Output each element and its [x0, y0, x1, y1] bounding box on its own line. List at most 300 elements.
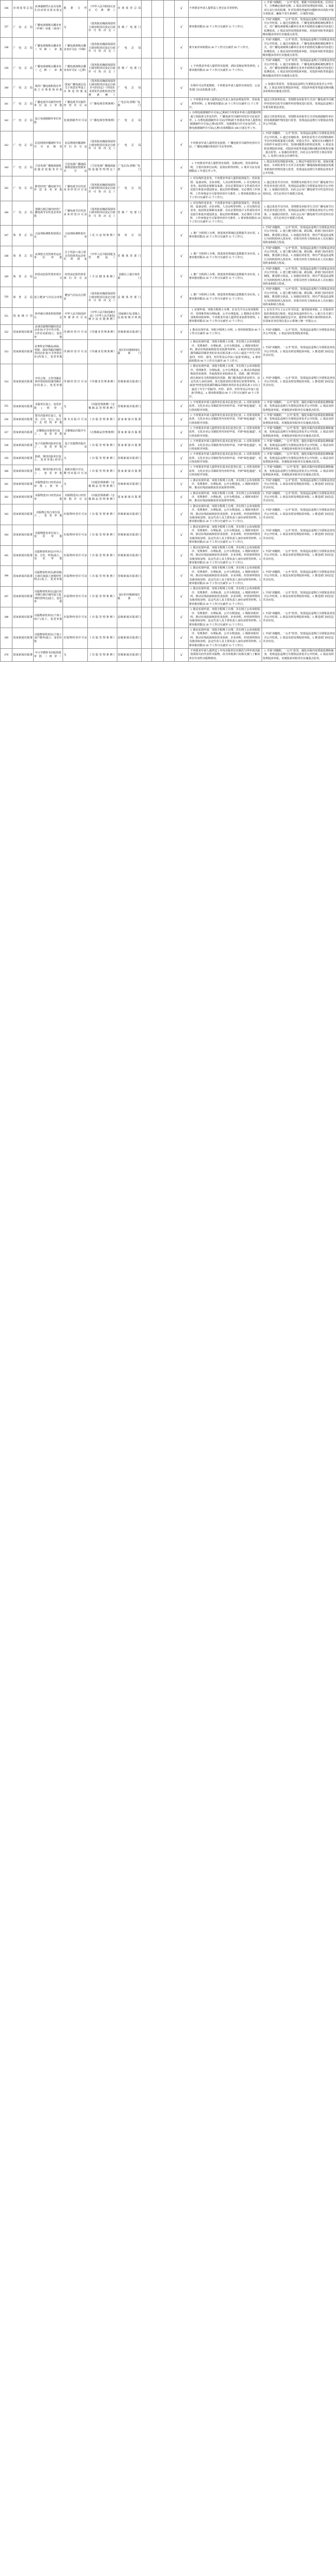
cell-measure-col-3	[163, 340, 174, 364]
cell-measure-col-1	[142, 587, 151, 607]
cell-implementing-organ: 广电总局	[117, 38, 142, 58]
cell-implementing-organ: 县级体育部门	[117, 287, 142, 308]
cell-implementing-organ: 省级新闻出版部门	[117, 648, 142, 661]
cell-measure-col-3	[163, 17, 174, 38]
cell-reform-measures: 办理许可证件延期时，不再要求申请人提供市场监管、公安等部门出具的批准文件。	[188, 79, 262, 98]
cell-measure-col-1	[142, 478, 151, 491]
cell-measure-col-2	[151, 648, 163, 661]
cell-legal-basis: 《出版管理条例》	[88, 566, 117, 587]
cell-measure-col-3	[163, 131, 174, 160]
cell-legal-basis: 《出版管理条例》	[88, 525, 117, 545]
cell-implementing-organ: 广电总局	[117, 111, 142, 131]
table-row	[1, 98, 336, 111]
cell-approval-item: 设立电视剧制作单位审批	[33, 111, 63, 131]
cell-sequence-number: 346	[1, 201, 12, 225]
cell-implementing-organ: 县级新闻出版部门	[117, 607, 142, 628]
cell-measure-col-3	[163, 607, 174, 628]
cell-supervision-measures: 1. 开展“双随机、一公开”监管，发现违法违规行为要依法查处并公开结果。2. 依法及时处理投诉举报。3. 推进部门间信息共享应用。	[262, 491, 336, 504]
cell-measure-col-3	[163, 38, 174, 58]
cell-measure-col-2	[151, 607, 163, 628]
cell-certificate-name: 电子出版物出版许可证	[63, 439, 88, 452]
cell-measure-col-1	[142, 246, 151, 266]
cell-measure-col-1	[142, 491, 151, 504]
cell-optimize-service-check: √	[175, 587, 189, 607]
cell-department: 体育总局	[12, 225, 33, 246]
cell-supervision-measures: 1. 开展“双随机、一公开”监管，发现违法违规行为要依法查处并公开结果。2. 通过实地检查、监听监看等方式对网络视听节目内容和质量进行监测，对重点节目、疑似存在问题的节目组织专家进行评议，发现问题要及时依法处理。3. 依法及时处理投诉举报，对投诉举报等渠道反映问题多的机构实施重点监管。4. 加强信用监管，向社会公布经营主体信用状况。5. 发挥行业协会自律作用。	[262, 131, 336, 160]
cell-measure-col-3	[163, 79, 174, 98]
cell-measure-col-2	[151, 439, 163, 452]
cell-measure-col-1	[142, 111, 151, 131]
cell-sequence-number: 359	[1, 452, 12, 465]
cell-approval-item: 境外广播电视机构在华设立办事机构审批	[33, 79, 63, 98]
table-row	[1, 545, 336, 566]
table-row	[1, 465, 336, 478]
cell-legal-basis: 《出版管理条例》	[88, 452, 117, 465]
cell-sequence-number: 340	[1, 79, 12, 98]
cell-approval-item: 出版物零售单位(个体工商户除外)设立、变更审批	[33, 628, 63, 649]
cell-approval-item: 卫星电视广播地面接收设施安装服务许可	[33, 159, 63, 176]
cell-certificate-name: 关于同意××设立射击竞技体育运动单位的批复	[63, 246, 88, 266]
cell-reform-measures: 1. 不再要求申请人提供单位基本信息登记表。2. 对涉及机构改革、文化企业公司制改等内容的申请，开辟“绿色通道”，实行简易程序审批。	[188, 465, 262, 478]
cell-sequence-number: 343	[1, 131, 12, 160]
cell-reform-measures: 1. 不再要求申请人提供营业执照、酒店星级证明等材料。2. 将审批时限由 20 个工作日压减至 15 个工作日。	[188, 58, 262, 79]
cell-sequence-number: 337	[1, 17, 12, 38]
cell-supervision-measures: 1. 开展“双随机、一公开”监管，发现违法违规行为要依法查处并公开结果。2. 建立健全跨区域、跨层级、跨部门协同监管制度，推进联合执法。3. 加强信用监管，将有严重违法违规行为的机构列入黑名单，对相关经营主体和从业人员实施信用约束和联合惩戒。	[262, 225, 336, 246]
cell-certificate-name: 无	[63, 452, 88, 465]
table-row	[1, 246, 336, 266]
cell-sequence-number: 338	[1, 38, 12, 58]
cell-measure-col-3	[163, 308, 174, 325]
table-row	[1, 79, 336, 98]
cell-department: 国家统计局	[12, 308, 33, 325]
cell-department: 广电总局	[12, 131, 33, 160]
cell-measure-col-3	[163, 1, 174, 18]
cell-approval-item: 广播电视视频点播业务（乙种）审批	[33, 58, 63, 79]
cell-supervision-measures: 1. 开展“双随机、一公开”监管，强化出版内容质量监测和抽查，发现违法违规行为要依法查处并公开结果。2. 依法及时处理投诉举报，对被投诉举报单位实施重点监管。	[262, 465, 336, 478]
cell-implementing-organ: 县级新闻出版部门	[117, 628, 142, 649]
cell-implementing-organ: 国家统计局;省级人民政府统计机构	[117, 308, 142, 325]
cell-measure-col-2	[151, 340, 163, 364]
cell-measure-col-3	[163, 465, 174, 478]
cell-department: 广电总局	[12, 58, 33, 79]
cell-measure-col-1	[142, 525, 151, 545]
cell-supervision-measures: 通过日常监听监看、受理群众举报等方式对广播电视节目制作经营单位的节目制作经营情况进行监管，发现违法违规行为要及时依法查处。	[262, 98, 336, 111]
cell-legal-basis: 《中华人民共和国枪支管理法》	[88, 246, 117, 266]
cell-measure-col-2	[151, 176, 163, 201]
cell-measure-col-1	[142, 364, 151, 400]
cell-measure-col-1	[142, 607, 151, 628]
cell-measure-col-3	[163, 504, 174, 525]
cell-reform-measures: 1. 推广全程网上办理，推进体育领域信息数据共享应用。2. 将审批时限由 20 个工作日压减至 15 个工作日。	[188, 246, 262, 266]
cell-approval-item: 出版物进出口经营活动审批	[33, 491, 63, 504]
cell-measure-col-3	[163, 491, 174, 504]
cell-measure-col-1	[142, 426, 151, 439]
table-row	[1, 504, 336, 525]
cell-optimize-service-check: √	[175, 159, 189, 176]
cell-implementing-organ: 省级体育部门	[117, 246, 142, 266]
cell-measure-col-2	[151, 324, 163, 339]
cell-sequence-number: 364	[1, 525, 12, 545]
table-row	[1, 159, 336, 176]
cell-measure-col-2	[151, 58, 163, 79]
cell-approval-item: 广播电视视频点播业务（甲种）审批	[33, 38, 63, 58]
cell-approval-item: 中小学教科书出版资质审批（初审）	[33, 648, 63, 661]
cell-implementing-organ: 国家新闻出版署	[117, 439, 142, 452]
cell-optimize-service-check: √	[175, 607, 189, 628]
cell-department: 国家新闻出版署	[12, 324, 33, 339]
cell-department: 国家新闻出版署	[12, 364, 33, 400]
cell-certificate-name: 无	[63, 478, 88, 491]
cell-approval-item: 出版物进出口经营活动审批(初审)	[33, 478, 63, 491]
cell-reform-measures: 1. 推动实现申请、审批全程网上办理，并在网上公布审批程序、受理条件、办理标准，公开办理进度。2. 精简审批材料，推动在线获取核验营业执照、企业章程、经营场所情况及使用权证明、法定代表人及主要负责人身份证明等材料。3. 将审批时限由 20 个工作日压减至 13 个工作日。	[188, 545, 262, 566]
cell-department: 国家新闻出版署	[12, 587, 33, 607]
cell-measure-col-2	[151, 426, 163, 439]
cell-implementing-organ: 省级新闻出版部门	[117, 545, 142, 566]
cell-measure-col-3	[163, 111, 174, 131]
cell-implementing-organ: 省级新闻出版部门	[117, 364, 142, 400]
cell-reform-measures: 1. 推动实现申请、审批全程网上办理，并在网上公布审批程序、受理条件、办理标准，公开办理进度。2. 精简审批材料，推动在线获取核验营业执照、企业章程、经营场所情况及使用权证明、法定代表人及主要负责人身份证明等材料。3. 将审批时限由 20 个工作日压减至 13 个工作日。	[188, 566, 262, 587]
cell-department: 国家新闻出版署	[12, 566, 33, 587]
cell-reform-measures: 1. 推广全程网上办理，推进体育领域信息数据共享应用。2. 将审批时限由 20 个工作日压减至 15 个工作日。	[188, 266, 262, 287]
cell-supervision-measures: 1. 开展“双随机、一公开”监管，发现违法违规行为要依法查处并公开结果。2. 依法及时处理投诉举报。	[262, 324, 336, 339]
cell-department: 广电总局	[12, 111, 33, 131]
cell-sequence-number: 348	[1, 246, 12, 266]
cell-supervision-measures: 1. 开展“双随机、一公开”监管，发现违法违规行为要依法查处并公开结果。2. 通过实地检查、广播电视监测系统监测等方式，对广播电视视频点播单位业务开展情况及播出内容进行监测监看。3. 依法及时处理投诉举报，对投诉举报等渠道反映问题多的单位实施重点监管。	[262, 17, 336, 38]
cell-department: 国家新闻出版署	[12, 478, 33, 491]
cell-reform-measures: 1. 实现申请、审批全程网上办理，在有关平台公布审批程序、受理条件和办理标准，公开办理进度。2. 精简企业类申请机构审批材料，不再要求申请人提供营业执照等材料。3. 将审批时限由 20 个工作日压减至 13 个工作日。	[188, 308, 262, 325]
cell-measure-col-1	[142, 340, 151, 364]
cell-sequence-number: 339	[1, 58, 12, 79]
cell-reform-measures: 将审批时限由 20 个工作日压减至 15 个工作日。	[188, 17, 262, 38]
cell-certificate-name: 出版物经营许可证	[63, 545, 88, 566]
cell-supervision-measures: 1. 开展“双随机、一公开”监管，发现违法违规行为要依法查处并公开结果。2. 建立健全跨区域、跨层级、跨部门协同监管制度，推进联合执法。3. 加强信用监管，将有严重违法违规行为的机构列入黑名单，对相关经营主体和从业人员实施信用约束和联合惩戒。	[262, 287, 336, 308]
cell-legal-basis: 《广播电视管理条例》	[88, 98, 117, 111]
cell-reform-measures: 1. 推动实现申请、审批全程网上办理，并在网上公布审批程序、受理条件、办理标准，公开办理进度。2. 精简审批材料，推动在线获取核验营业执照等材料。3. 取消“经营包装装潢印刷品印刷业务的企业必须具备 2 台以上最近十年生产的胶印、凹印、柔印、丝印等及后序加工设备”的规定。4. 将审批时限由 60 个工作日压减至 40 个工作日。	[188, 340, 262, 364]
cell-optimize-service-check: √	[175, 324, 189, 339]
cell-sequence-number: 370	[1, 648, 12, 661]
cell-implementing-organ: 国家新闻出版署	[117, 413, 142, 426]
cell-sequence-number: 351	[1, 308, 12, 325]
cell-certificate-name: 图书出版许可证	[63, 413, 88, 426]
cell-supervision-measures: 1. 开展“双随机、一公开”监管，发现违法违规行为要依法查处并公开结果。2. 通过实地检查、广播电视监测系统监测等方式，对广播电视视频点播单位业务开展情况及播出内容进行监测监看。3. 依法及时处理投诉举报，对投诉举报等渠道反映问题多的单位实施重点监管。	[262, 38, 336, 58]
cell-supervision-measures: 1. 开展“双随机、一公开”监管，强化出版内容质量监测和抽查，发现违法违规行为要依法查处并公开结果。2. 依法及时处理投诉举报，对被投诉举报单位实施重点监管。	[262, 400, 336, 413]
cell-measure-col-1	[142, 159, 151, 176]
table-row	[1, 413, 336, 426]
table-row	[1, 308, 336, 325]
cell-sequence-number: 350	[1, 287, 12, 308]
cell-department: 国家新闻出版署	[12, 400, 33, 413]
cell-optimize-service-check: √	[175, 308, 189, 325]
cell-legal-basis: 《印刷业管理条例》	[88, 324, 117, 339]
cell-sequence-number: 358	[1, 439, 12, 452]
cell-supervision-measures: 1. 开展“双随机、一公开”监管，发现违法违规行为要依法查处并公开结果。2. 通过实地检查、广播电视监测系统监测等方式，对广播电视视频点播单位业务开展情况及播出内容进行监测监看。3. 依法及时处理投诉举报，对投诉举报等渠道反映问题多的单位实施重点监管。	[262, 58, 336, 79]
cell-implementing-organ: 省级新闻出版部门	[117, 324, 142, 339]
cell-legal-basis: 《国务院对确需保留的行政审批项目设定行政许可的决定》	[88, 201, 117, 225]
cell-sequence-number: 347	[1, 225, 12, 246]
cell-optimize-service-check: √	[175, 545, 189, 566]
cell-implementing-organ: 广电总局;省级广电部门	[117, 159, 142, 176]
cell-legal-basis: 《反兴奋剂条例》	[88, 225, 117, 246]
table-row	[1, 266, 336, 287]
cell-approval-item: 经营高危险性体育项目许可	[33, 266, 63, 287]
table-row	[1, 225, 336, 246]
cell-measure-col-3	[163, 426, 174, 439]
cell-supervision-measures: 1. 开展“双随机、一公开”监管，发现违法违规行为要依法查处并公开结果。2. 依法及时处理投诉举报。3. 推进部门间信息共享应用。	[262, 607, 336, 628]
table-row	[1, 628, 336, 649]
cell-supervision-measures: 1. 开展“双随机、一公开”监管，发现违法违规行为要依法查处并公开结果。2. 依法及时处理投诉举报。3. 推进部门间信息共享应用。	[262, 340, 336, 364]
cell-department: 广电总局	[12, 176, 33, 201]
cell-measure-col-2	[151, 38, 163, 58]
cell-approval-item: 省级行政区域内经营广播电视节目传送业务审批	[33, 201, 63, 225]
cell-measure-col-1	[142, 628, 151, 649]
cell-measure-col-3	[163, 545, 174, 566]
cell-approval-item: 涉外统计调查机构资格认定	[33, 308, 63, 325]
table-row	[1, 648, 336, 661]
cell-approval-item: 设立健身气功站点审批	[33, 287, 63, 308]
table-row	[1, 478, 336, 491]
cell-measure-col-2	[151, 225, 163, 246]
cell-measure-col-3	[163, 225, 174, 246]
cell-measure-col-3	[163, 246, 174, 266]
cell-reform-measures: 1. 推动实现申请、审批全程网上办理，并在网上公布审批程序、受理条件、办理标准，公开办理进度。2. 精简审批材料，推动在线获取核验营业执照等材料。	[188, 491, 262, 504]
table-row	[1, 587, 336, 607]
cell-implementing-organ: 广电总局;省级广电部门	[117, 98, 142, 111]
cell-approval-item: 图书出版单位设立、变更、合并、分立、设立分支机构审批	[33, 413, 63, 426]
cell-measure-col-2	[151, 17, 163, 38]
table-row	[1, 1, 336, 18]
table-row	[1, 17, 336, 38]
cell-sequence-number: 366	[1, 566, 12, 587]
cell-optimize-service-check: √	[175, 131, 189, 160]
cell-legal-basis: 《出版管理条例》	[88, 504, 117, 525]
table-body	[1, 1, 336, 662]
cell-optimize-service-check: √	[175, 628, 189, 649]
cell-approval-item: 出版物零售单位(个体工商户)设立、变更审批	[33, 607, 63, 628]
cell-approval-item: 从事射击竞技体育运动单位审批	[33, 246, 63, 266]
cell-department: 国家新闻出版署	[12, 426, 33, 439]
cell-measure-col-1	[142, 79, 151, 98]
cell-certificate-name: 中华人民共和国涉外调查许可证	[63, 308, 88, 325]
cell-department: 广电总局	[12, 79, 33, 98]
cell-optimize-service-check: √	[175, 98, 189, 111]
cell-implementing-organ: 县级以上地方体育部门	[117, 266, 142, 287]
cell-reform-measures: 不再要求申请人提供近 5 年内出版单位出版的与所申请出版资质相关的代表性出版物，改为审批部门向相关部门了解该单位代表性出版物情况。	[188, 648, 262, 661]
cell-certificate-name: 广播电视节目传送业务经营许可证	[63, 176, 88, 201]
cell-sequence-number: 341	[1, 98, 12, 111]
cell-certificate-name: 广播电视节目传送业务经营许可证	[63, 201, 88, 225]
cell-measure-col-1	[142, 400, 151, 413]
cell-sequence-number: 369	[1, 628, 12, 649]
cell-reform-measures: 1. 不再要求申请人提供营业执照、星级证明、营业场所证明、主要出资单位证明、验资证明等材料。2. 将许可证有效期限由 1 年延长至 2 年。	[188, 159, 262, 176]
cell-approval-item: 报纸、期刊出版单位设立、变更审批(初审)	[33, 452, 63, 465]
cell-implementing-organ: 省级广电部门	[117, 58, 142, 79]
cell-approval-item: 兴奋剂检测机构资质认定	[33, 225, 63, 246]
cell-reform-measures: 1. 不再要求申请人提供单位基本信息登记表。2. 对涉及机构改革、文化企业公司制改等内容的申请，开辟“绿色通道”，实行简易程序审批。	[188, 400, 262, 413]
cell-certificate-name: 批准文件	[63, 1, 88, 18]
cell-legal-basis: 《卫星电视广播地面接收设施管理规定》	[88, 159, 117, 176]
cell-certificate-name: 广播电视节目制作经营许可证	[63, 98, 88, 111]
cell-certificate-name: 无	[63, 400, 88, 413]
cell-measure-col-2	[151, 504, 163, 525]
administrative-approval-reform-table	[0, 0, 336, 662]
cell-department: 国家新闻出版署	[12, 452, 33, 465]
cell-measure-col-2	[151, 452, 163, 465]
cell-sequence-number: 363	[1, 504, 12, 525]
cell-implementing-organ: 省级新闻出版部门	[117, 452, 142, 465]
cell-implementing-organ: 广电总局	[117, 176, 142, 201]
cell-optimize-service-check: √	[175, 491, 189, 504]
cell-department: 广电总局	[12, 17, 33, 38]
cell-legal-basis: 《国务院对确需保留的行政审批项目设定行政许可的决定》	[88, 58, 117, 79]
table-row	[1, 607, 336, 628]
cell-measure-col-3	[163, 628, 174, 649]
cell-measure-col-3	[163, 364, 174, 400]
cell-reform-measures: 1. 推广全程网上办理，推进体育领域信息数据共享应用。2. 将审批时限由 20 个工作日压减至 15 个工作日。	[188, 287, 262, 308]
table-row	[1, 400, 336, 413]
cell-measure-col-3	[163, 587, 174, 607]
cell-certificate-name: 经营高危险性体育项目许可证	[63, 266, 88, 287]
cell-measure-col-1	[142, 452, 151, 465]
cell-reform-measures: 1. 推动实现申请、审批全程网上办理。2. 将审批时限由 60 个工作日压减至 40 个工作日。	[188, 324, 262, 339]
cell-legal-basis: 《出版管理条例》《音像制品管理条例》	[88, 400, 117, 413]
cell-reform-measures: 1. 推动实现申请、审批全程网上办理，并在网上公布审批程序、受理条件、办理标准，公开办理进度。2. 精简审批材料，推动在线获取核验营业执照、企业章程、经营场所情况及使用权证明、法定代表人及主要负责人身份证明等材料。3. 将审批时限由 20 个工作日压减至 13 个工作日。	[188, 504, 262, 525]
cell-measure-col-3	[163, 58, 174, 79]
cell-sequence-number: 349	[1, 266, 12, 287]
cell-supervision-measures: 1. 开展“双随机、一公开”监管，发现违法违规行为要依法查处并公开结果。2. 依法及时处理投诉举报。3. 推进部门间信息共享应用。	[262, 364, 336, 400]
cell-department: 国家新闻出版署	[12, 525, 33, 545]
cell-reform-measures: 1. 不再要求申请人提供单位基本信息登记表。2. 对涉及机构改革、文化企业公司制改等内容的申请，开辟“绿色通道”，实行简易程序审批。	[188, 426, 262, 439]
cell-optimize-service-check: √	[175, 566, 189, 587]
cell-certificate-name: 无	[63, 17, 88, 38]
cell-supervision-measures: 1. 在有关平台上公示许可信息，接受投诉举报。2. 对投诉举报的事项进行核查，依法查处违经营行为。3. 配合有关部门做好行政审批基础信息共享，提供涉外统计调查机构名单，在国家企业信用信息公示系统上统一归集公示。	[262, 308, 336, 325]
cell-measure-col-1	[142, 465, 151, 478]
cell-measure-col-2	[151, 266, 163, 287]
cell-measure-col-3	[163, 324, 174, 339]
cell-legal-basis: 《国务院对确需保留的行政审批项目设定行政许可的决定》《外国企业常驻代表机构登记管理条例》	[88, 79, 117, 98]
table-row	[1, 340, 336, 364]
cell-optimize-service-check: √	[175, 1, 189, 18]
cell-measure-col-2	[151, 79, 163, 98]
cell-certificate-name: 印刷经营许可证	[63, 364, 88, 400]
cell-supervision-measures: 1. 开展“双随机、一公开”监管，强化出版内容质量监测和抽查，发现违法违规行为要依法查处并公开结果。2. 依法及时处理投诉举报，对被投诉举报单位实施重点监管。	[262, 426, 336, 439]
cell-department: 国家新闻出版署	[12, 491, 33, 504]
cell-measure-col-3	[163, 439, 174, 452]
cell-certificate-name: 卫星电视广播地面接收设施安装服务许可证	[63, 159, 88, 176]
table-row	[1, 566, 336, 587]
cell-implementing-organ: 省级广电部门	[117, 17, 142, 38]
cell-sequence-number: 367	[1, 587, 12, 607]
cell-legal-basis: 《全民健身条例》	[88, 266, 117, 287]
cell-department: 体育总局	[12, 266, 33, 287]
cell-sequence-number: 365	[1, 545, 12, 566]
cell-implementing-organ: 广电总局	[117, 131, 142, 160]
table-row	[1, 452, 336, 465]
cell-optimize-service-check: √	[175, 246, 189, 266]
cell-measure-col-3	[163, 400, 174, 413]
cell-approval-item: 信息网络传播视听节目许可证核发	[33, 131, 63, 160]
cell-optimize-service-check: √	[175, 648, 189, 661]
cell-supervision-measures: 1. 开展“双随机、一公开”监管，发现违法违规行为要依法查处并公开结果。2. 依法及时处理投诉举报。3. 推进部门间信息共享应用。	[262, 478, 336, 491]
cell-implementing-organ: 广电总局	[117, 79, 142, 98]
cell-measure-col-2	[151, 159, 163, 176]
cell-certificate-name: 广播电视视频点播业务许可证（乙种）	[63, 58, 88, 79]
cell-implementing-organ: 国家新闻出版署	[117, 426, 142, 439]
cell-certificate-name: 健身气功站点注册证	[63, 287, 88, 308]
cell-measure-col-1	[142, 1, 151, 18]
cell-measure-col-1	[142, 566, 151, 587]
cell-certificate-name: 印刷经营许可证	[63, 324, 88, 339]
cell-approval-item: 从事强制性认证以及相关活动的实验室指定	[33, 1, 63, 18]
cell-optimize-service-check: √	[175, 452, 189, 465]
cell-implementing-organ: 设区的市级新闻出版部门	[117, 340, 142, 364]
cell-reform-measures: 1. 不再要求申请人提供单位基本信息登记表。2. 对涉及机构改革、文化企业公司制改等内容的申请，开辟“绿色通道”，实行简易程序审批。	[188, 413, 262, 426]
cell-measure-col-1	[142, 131, 151, 160]
cell-reform-measures: 1. 不再要求申请人提供单位基本信息登记表。2. 对涉及机构改革、文化企业公司制改等内容的申请，开辟“绿色通道”，实行简易程序审批。	[188, 439, 262, 452]
cell-reform-measures: 1. 推动实现申请、审批全程网上办理，并在网上公布审批程序、受理条件、办理标准，公开办理进度。2. 精简审批材料，推动在线获取核验营业执照、企业章程、经营场所情况及使用权证明、法定代表人及主要负责人身份证明等材料。3. 将审批时限由 20 个工作日压减至 13 个工作日。	[188, 525, 262, 545]
cell-department: 国家新闻出版署	[12, 628, 33, 649]
table-row	[1, 439, 336, 452]
cell-reform-measures: 1. 推动实现申请、审批全程网上办理，并在网上公布审批程序、受理条件、办理标准，公开办理进度。2. 精简审批材料，推动在线获取核验营业执照、企业章程、经营场所情况及使用权证明、法定代表人及主要负责人身份证明等材料。3. 将审批时限由 20 个工作日压减至 13 个工作日。	[188, 628, 262, 649]
cell-measure-col-1	[142, 98, 151, 111]
cell-measure-col-1	[142, 266, 151, 287]
cell-optimize-service-check: √	[175, 38, 189, 58]
cell-optimize-service-check: √	[175, 287, 189, 308]
cell-supervision-measures: 1. 开展“双随机、一公开”监管，发现违法违规行为要依法查处并公开结果。2. 依法及时处理投诉举报。3. 推进部门间信息共享应用。	[262, 587, 336, 607]
cell-supervision-measures: 1. 开展“双随机、一公开”监管，强化出版内容质量监测和抽查，发现违法违规行为要依法查处并公开结果。2. 依法及时处理投诉举报，对被投诉举报单位实施重点监管。	[262, 452, 336, 465]
cell-approval-item: 音像制品出版单位设立、变更审批	[33, 426, 63, 439]
cell-approval-item: 广播电视节目制作经营单位设立审批	[33, 98, 63, 111]
cell-optimize-service-check: √	[175, 426, 189, 439]
cell-measure-col-3	[163, 413, 174, 426]
cell-certificate-name: 出版物经营许可证	[63, 504, 88, 525]
cell-sequence-number: 355	[1, 400, 12, 413]
cell-certificate-name: 印刷经营许可证	[63, 340, 88, 364]
cell-supervision-measures: 1. 通过监看节目内容、受理群众举报等方式对广播电视节目传送业务进行监管，发现违法违规行为要依法查处并公开结果。2. 加强信用监管，向社会公布广播电视节目传送单位信用状况，对失信单位开展联合惩戒。	[262, 201, 336, 225]
cell-optimize-service-check: √	[175, 266, 189, 287]
cell-supervision-measures: 1. 开展“双随机、一公开”监管，强化出版内容质量监测和抽查，发现违法违规行为要依法查处并公开结果。2. 依法及时处理投诉举报，对被投诉举报单位实施重点监管。	[262, 413, 336, 426]
table-row	[1, 491, 336, 504]
cell-legal-basis: 《中华人民共和国统计法》《中华人民共和国统计法实施条例》	[88, 308, 117, 325]
cell-legal-basis: 《出版管理条例》	[88, 439, 117, 452]
cell-legal-basis: 《国务院对确需保留的行政审批项目设定行政许可的决定》	[88, 287, 117, 308]
cell-legal-basis: 《出版管理条例》	[88, 628, 117, 649]
cell-sequence-number: 352	[1, 324, 12, 339]
cell-measure-col-1	[142, 308, 151, 325]
cell-legal-basis: 《国务院对确需保留的行政审批项目设定行政许可的决定》	[88, 17, 117, 38]
cell-reform-measures: 1. 办理电视剧制作许可证(乙种)时不再要求申请人提供题材规划立项批准文件复印件、广播电视节目制作经营许可证复印件。2. 办理电视剧制作许可证(甲种)时不再要求申请人提供电视剧制作许可证(乙种)复印件、电视剧发行许可证复印件。3. 将电视剧制作许可证(乙种)有效期限由 180 日延长至 1 年。	[188, 111, 262, 131]
cell-optimize-service-check: √	[175, 79, 189, 98]
cell-sequence-number: 360	[1, 465, 12, 478]
cell-measure-col-2	[151, 308, 163, 325]
cell-measure-col-1	[142, 545, 151, 566]
cell-department: 国家新闻出版署	[12, 465, 33, 478]
cell-department: 国家新闻出版署	[12, 607, 33, 628]
cell-supervision-measures: 1. 开展“双随机、一公开”监管，发现违法违规行为要依法查处并公开结果。2. 依法及时处理投诉举报。3. 推进部门间信息共享应用。	[262, 566, 336, 587]
cell-legal-basis: 《印刷业管理条例》	[88, 340, 117, 364]
table-row	[1, 426, 336, 439]
cell-department: 广电总局	[12, 38, 33, 58]
cell-optimize-service-check: √	[175, 465, 189, 478]
cell-department: 国家新闻出版署	[12, 439, 33, 452]
cell-approval-item: 中外合资、合作印刷业和外资商装装潢印刷企业的设立、变更审批	[33, 364, 63, 400]
cell-measure-col-1	[142, 225, 151, 246]
table-row	[1, 364, 336, 400]
cell-department: 国家新闻出版署	[12, 648, 33, 661]
cell-implementing-organ: 省级广电部门	[117, 201, 142, 225]
cell-supervision-measures: 1. 开展“双随机、一公开”监管，发现违法违规行为要依法查处并公开结果。2. 依法及时处理投诉举报。3. 推进部门间信息共享应用。	[262, 628, 336, 649]
cell-measure-col-3	[163, 478, 174, 491]
cell-implementing-organ: 省级新闻出版部门	[117, 504, 142, 525]
